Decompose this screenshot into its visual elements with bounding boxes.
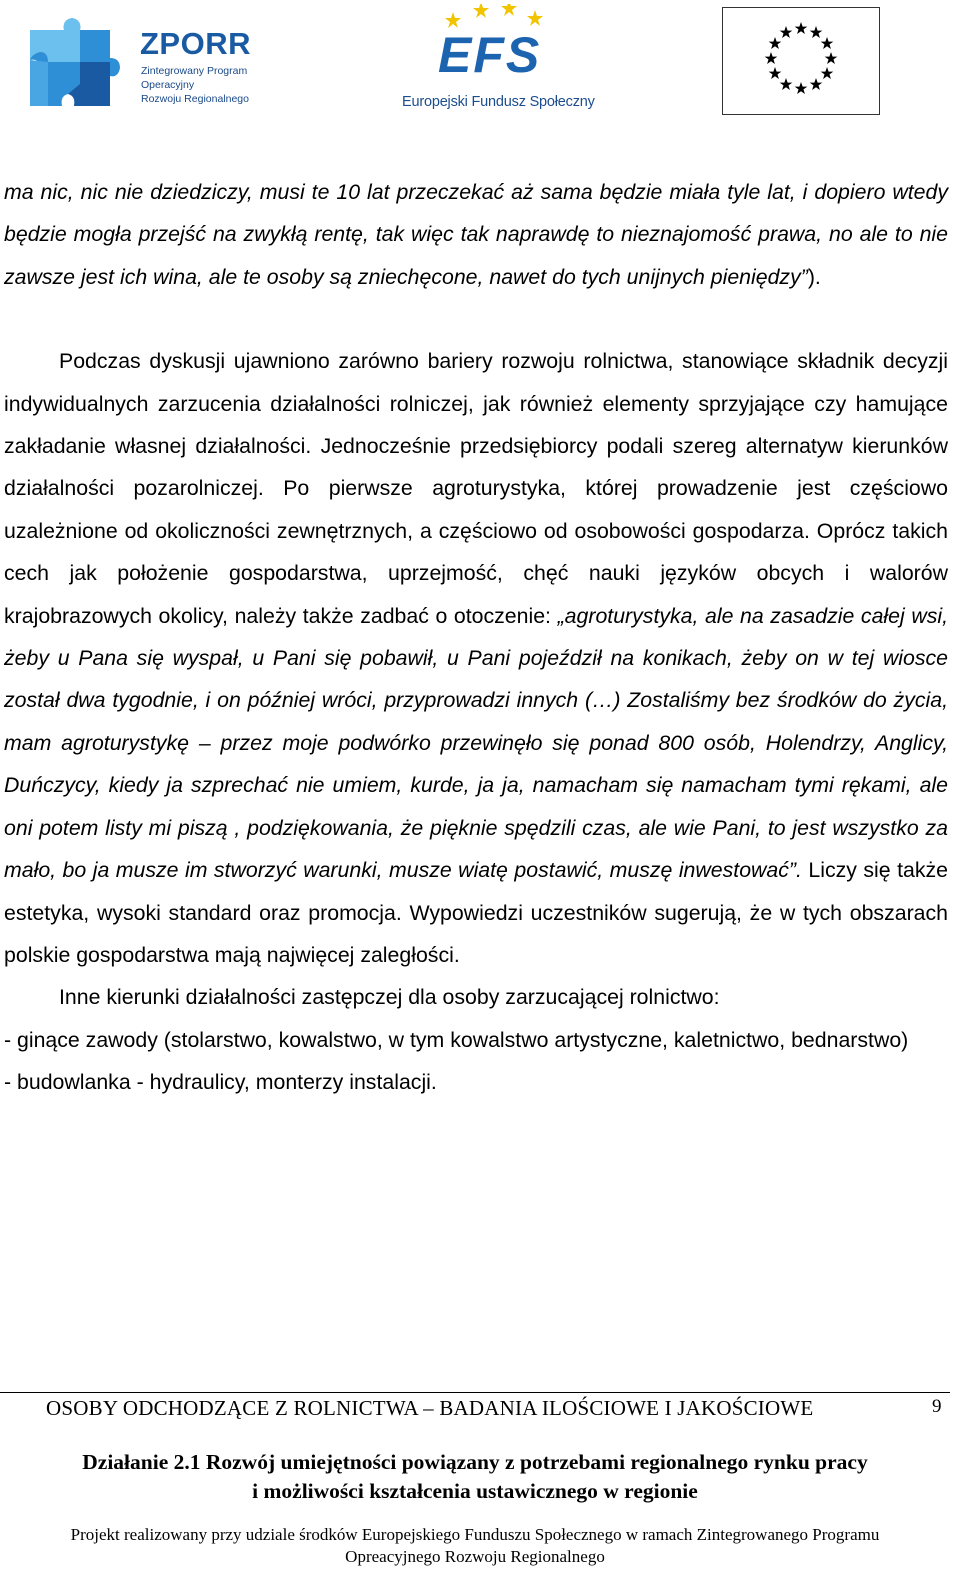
document-body <box>4 171 948 1104</box>
list-item: - budowlanka - hydraulicy, monterzy instalacji. <box>4 1070 437 1095</box>
discussion-conclusion: Liczy się także estetyka, wysoki standard oraz promocja. Wypowiedzi uczestników sugerują, że w tych obszarach polskie gospodarstwa mają najwięcej zaległości. <box>4 858 948 967</box>
project-line-1: Projekt realizowany przy udziale środków Europejskiego Funduszu Społecznego w ramach Zintegrowanego Programu <box>70 1525 880 1544</box>
page-number: 9 <box>932 1396 942 1417</box>
action-line-2: i możliwości kształcenia ustawicznego w regionie <box>252 1479 698 1503</box>
discussion-text: Podczas dyskusji ujawniono zarówno bariery rozwoju rolnictwa, stanowiące składnik decyzji indywidualnych zarzucenia działalności rolniczej, jak również elementy sprzyjające czy hamujące zakładanie własnej działalności. Jednocześnie przedsiębiorcy podali szereg alternatyw kierunków działalności pozarolniczej. Po pierwsze agroturystyka, której prowadzenie jest częściowo uzależnione od okoliczności zewnętrznych, a częściowo od osobowości gospodarza. Oprócz takich cech jak położenie gospodarstwa, uprzejmość, chęć nauki języków obcych i walorów krajobrazowych okolicy, należy także zadbać o otoczenie: <box>4 349 948 628</box>
efs-logo <box>398 4 593 119</box>
efs-caption: Europejski Fundusz Społeczny <box>402 94 595 110</box>
zporr-logo <box>24 12 264 112</box>
zporr-line-1: Zintegrowany Program <box>141 65 248 77</box>
eu-stars-icon <box>723 8 879 114</box>
zporr-name: ZPORR <box>140 26 251 61</box>
efs-mark: EFS <box>438 27 542 83</box>
eu-flag <box>722 7 880 115</box>
project-statement <box>0 1524 950 1568</box>
paragraph-quote-end <box>4 171 948 298</box>
paragraph-gap <box>4 298 948 340</box>
action-line-1: Działanie 2.1 Rozwój umiejętności powiązany z potrzebami regionalnego rynku pracy <box>82 1450 868 1474</box>
list-item: - ginące zawody (stolarstwo, kowalstwo, w tym kowalstwo artystyczne, kaletnictwo, bednarstwo) <box>4 1027 909 1052</box>
agrotourism-quote: „agroturystyka, ale na zasadzie całej wsi, żeby u Pana się wyspał, u Pani się pobawił, u Pani pojeździł na konikach, żeby on w tej wiosce został dwa tygodnie, i on później wróci, przyprowadzi innych (…) Zostaliśmy bez środków do życia, mam agroturystykę – przez moje podwórko przewinęło się ponad 800 osób, Holendrzy, Anglicy, Duńczycy, kiedy ja szprechać nie umiem, kurde, ja ja, namacham się namacham tymi rękami, ale oni potem listy mi piszą , podziękowania, że pięknie spędzili czas, ale wie Pani, to jest wszystko za mało, bo ja musze im stworzyć warunki, musze wiatę postawić, muszę inwestować”. <box>4 603 948 883</box>
zporr-line-2: Operacyjny <box>141 79 195 91</box>
action-statement <box>0 1448 950 1506</box>
page-header <box>0 0 960 130</box>
paragraph-discussion <box>4 340 948 976</box>
zporr-line-3: Rozwoju Regionalnego <box>141 93 249 105</box>
footer-divider <box>0 1392 950 1393</box>
puzzle-icon <box>24 12 120 108</box>
project-line-2: Opreacyjnego Rozwoju Regionalnego <box>345 1547 605 1566</box>
quote-closing: ). <box>807 264 821 289</box>
paragraph-alternatives: Inne kierunki działalności zastępczej dla osoby zarzucającej rolnictwo: <box>59 985 720 1010</box>
zporr-subtitle <box>141 64 249 106</box>
running-title: OSOBY ODCHODZĄCE Z ROLNICTWA – BADANIA ILOŚCIOWE I JAKOŚCIOWE <box>46 1396 814 1420</box>
quote-text: ma nic, nic nie dziedziczy, musi te 10 lat przeczekać aż sama będzie miała tyle lat, i dopiero wtedy będzie mogła przejść na zwykłą rentę, tak więc tak naprawdę to nieznajomość prawa, no ale to nie zawsze jest ich wina, ale te osoby są zniechęcone, nawet do tych unijnych pieniędzy” <box>4 180 948 289</box>
